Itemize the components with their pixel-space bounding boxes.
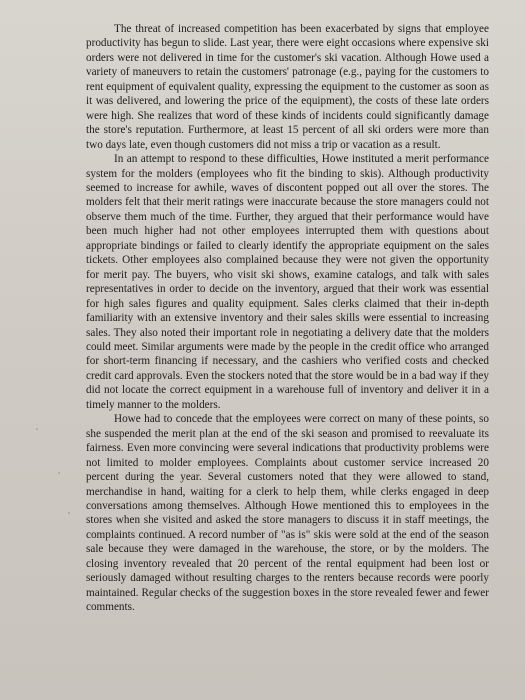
document-body — [86, 22, 489, 615]
dust-speck — [58, 472, 60, 474]
paragraph-3: Howe had to concede that the employees were correct on many of these points, so she suspended the merit plan at the end of the ski season and promised to reevaluate its fairness. Even more convincing were several indications that productivity problems were not limited to molder employees. Complaints about customer service increased 20 percent during the year. Several customers noted that they were allowed to stand, merchandise in hand, waiting for a clerk to help them, while clerks engaged in deep conversations among themselves. Although Howe mentioned this to employees in the stores when she visited and asked the store managers to discuss it in staff meetings, the complaints continued. A record number of "as is" skis were sold at the end of the season sale because they were damaged in the warehouse, the store, or by the molders. The closing inventory revealed that 20 percent of the rental equipment had been lost or seriously damaged without resulting charges to the renters because records were poorly maintained. Regular checks of the suggestion boxes in the store revealed fewer and fewer comments. — [86, 413, 489, 614]
dust-speck — [36, 428, 38, 430]
paragraph-2: In an attempt to respond to these difficulties, Howe instituted a merit performance system for the molders (employees who fit the binding to skis). Although productivity seemed to increase for awhile, waves of discontent popped out all over the stores. The molders felt that their merit ratings were inaccurate because the store managers could not observe them much of the time. Further, they argued that their performance would have been much higher had not other employees interrupted them with questions about appropriate bindings or failed to clearly identify the appropriate equipment on the sales tickets. Other employees also complained because they were not given the opportunity for merit pay. The buyers, who visit ski shows, examine catalogs, and talk with sales representatives in order to decide on the inventory, argued that their work was essential for high sales figures and quality equipment. Sales clerks claimed that their in-depth familiarity with an extensive inventory and their sales skills were essential to increasing sales. They also noted their important role in negotiating a delivery date that the molders could meet. Similar arguments were made by the people in the credit office who arranged for short-term financing if necessary, and the cashiers who verified costs and checked credit card approvals. Even the stockers noted that the store would be in a bad way if they did not locate the correct equipment in a warehouse full of inventory and deliver it in a timely manner to the molders. — [86, 153, 489, 411]
paragraph-1: The threat of increased competition has been exacerbated by signs that employee productivity has begun to slide. Last year, there were eight occasions where expensive ski orders were not delivered in time for the customer's ski vacation. Although Howe used a variety of maneuvers to retain the customers' patronage (e.g., paying for the customers to rent equipment of equivalent quality, expressing the equipment to the customer as soon as it was delivered, and lowering the price of the equipment), the costs of these late orders were high. She realizes that word of these kinds of incidents could significantly damage the store's reputation. Furthermore, at least 15 percent of all ski orders were more than two days late, even though customers did not miss a trip or vacation as a result. — [86, 23, 489, 151]
dust-speck — [68, 512, 70, 514]
